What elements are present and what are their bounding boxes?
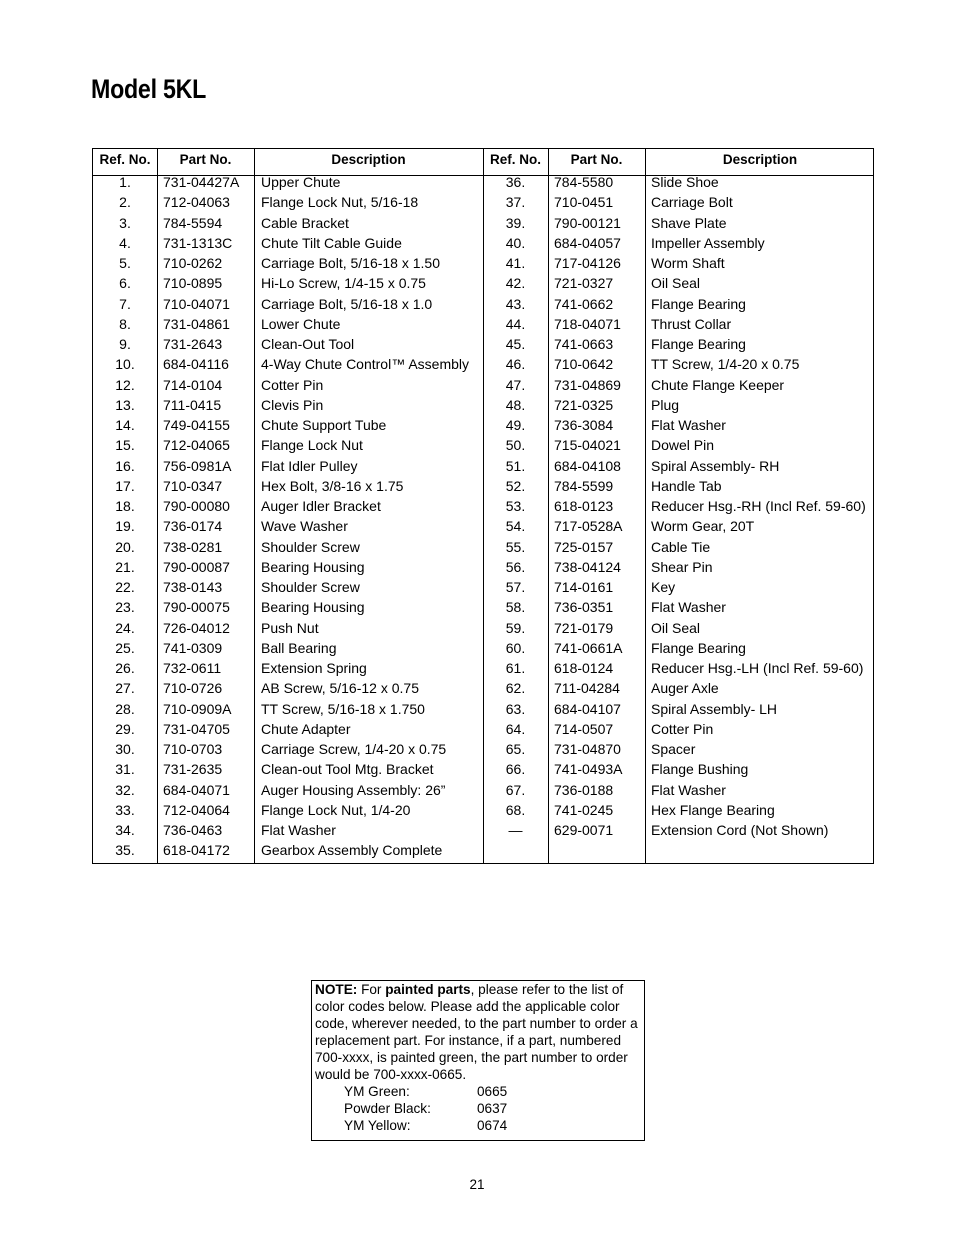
description-cell: Flange Bearing: [651, 295, 746, 312]
ref-no-cell: 67.: [505, 781, 526, 798]
ref-no-cell: 10.: [115, 356, 135, 373]
part-no-cell: 684-04116: [163, 356, 229, 373]
table-row: [93, 539, 873, 559]
parts-table: [92, 148, 874, 864]
description-cell: Spiral Assembly- LH: [651, 700, 778, 717]
note-text-1: For: [357, 982, 386, 997]
ref-no-cell: 45.: [505, 336, 526, 352]
note-label: NOTE:: [315, 982, 358, 997]
description-cell: Impeller Assembly: [651, 234, 765, 251]
part-no-cell: 732-0611: [163, 660, 222, 676]
table-row: [93, 336, 873, 356]
part-no-cell: 710-0262: [163, 255, 223, 271]
note-bold: painted parts: [385, 982, 471, 997]
ref-no-cell: 15.: [115, 437, 135, 454]
table-row: [93, 579, 873, 599]
table-row: [93, 640, 873, 660]
description-cell: Shear Pin: [651, 558, 713, 575]
ref-no-cell: 39.: [505, 214, 526, 231]
ref-no-cell: 7.: [119, 295, 131, 312]
table-row: [93, 660, 873, 680]
table-row: [93, 761, 873, 781]
part-no-cell: 784-5594: [163, 214, 223, 231]
description-cell: Reducer Hsg.-RH (Incl Ref. 59-60): [651, 498, 866, 514]
ref-no-cell: 62.: [505, 680, 526, 697]
description-cell: Flange Lock Nut, 1/4-20: [261, 801, 411, 818]
part-no-cell: 790-00121: [554, 214, 621, 231]
ref-no-cell: 44.: [505, 315, 526, 332]
table-row: [93, 174, 873, 194]
description-cell: Cable Tie: [651, 538, 711, 555]
part-no-cell: 741-0309: [163, 639, 223, 656]
ref-no-cell: 28.: [115, 700, 135, 717]
table-row: [93, 680, 873, 700]
ref-no-cell: 53.: [505, 498, 526, 514]
ref-no-cell: —: [508, 822, 523, 838]
ref-no-cell: 66.: [505, 761, 526, 778]
description-cell: Reducer Hsg.-LH (Incl Ref. 59-60): [651, 660, 864, 676]
description-cell: Hex Bolt, 3/8-16 x 1.75: [261, 477, 404, 494]
ref-no-cell: 25.: [115, 639, 135, 656]
ref-no-cell: 27.: [115, 680, 135, 697]
description-cell: Bearing Housing: [261, 599, 365, 616]
header-description-right: Description: [722, 152, 798, 167]
color-code: 0674: [477, 1118, 508, 1133]
part-no-cell: 710-0451: [554, 194, 614, 211]
description-cell: Cable Bracket: [261, 214, 349, 231]
ref-no-cell: 18.: [115, 498, 135, 514]
ref-no-cell: 6.: [119, 275, 131, 292]
description-cell: Flat Washer: [651, 417, 726, 433]
ref-no-cell: 43.: [505, 295, 526, 312]
ref-no-cell: 41.: [505, 255, 526, 271]
table-row: [93, 377, 873, 397]
description-cell: Spacer: [651, 741, 696, 757]
table-row: [93, 458, 873, 478]
part-no-cell: 731-04705: [163, 720, 230, 737]
description-cell: Oil Seal: [651, 275, 701, 292]
table-row: [93, 235, 873, 255]
part-no-cell: 736-0174: [163, 518, 223, 535]
ref-no-cell: 61.: [505, 660, 526, 676]
color-code: 0637: [477, 1101, 508, 1116]
ref-no-cell: 60.: [505, 639, 526, 656]
table-row: [93, 397, 873, 417]
ref-no-cell: 50.: [505, 437, 526, 454]
description-cell: Plug: [651, 396, 680, 413]
header-part-no-left: Part No.: [179, 152, 232, 167]
part-no-cell: 711-04284: [554, 680, 620, 697]
description-cell: Upper Chute: [261, 174, 341, 190]
part-no-cell: 736-0351: [554, 599, 614, 616]
description-cell: Cotter Pin: [261, 376, 324, 393]
description-cell: Flat Washer: [261, 822, 336, 838]
color-code-row: [315, 1100, 640, 1117]
part-no-cell: 618-0124: [554, 660, 614, 676]
ref-no-cell: 34.: [115, 822, 135, 838]
part-no-cell: 717-0528A: [554, 518, 623, 535]
description-cell: Carriage Screw, 1/4-20 x 0.75: [261, 741, 447, 757]
ref-no-cell: 56.: [505, 558, 526, 575]
header-ref-no-right: Ref. No.: [489, 152, 541, 167]
part-no-cell: 731-04869: [554, 376, 621, 393]
description-cell: Slide Shoe: [651, 174, 719, 190]
table-row: [93, 822, 873, 842]
table-row: [93, 316, 873, 336]
ref-no-cell: 31.: [115, 761, 135, 778]
part-no-cell: 710-0909A: [163, 700, 232, 717]
header-part-no-right: Part No.: [570, 152, 623, 167]
ref-no-cell: 37.: [505, 194, 526, 211]
part-no-cell: 684-04057: [554, 234, 621, 251]
ref-no-cell: 65.: [505, 741, 526, 757]
color-name: Powder Black:: [344, 1101, 431, 1116]
description-cell: Carriage Bolt, 5/16-18 x 1.50: [261, 255, 440, 271]
table-row: [93, 478, 873, 498]
ref-no-cell: 16.: [115, 457, 135, 474]
description-cell: Chute Flange Keeper: [651, 376, 785, 393]
part-no-cell: 684-04108: [554, 457, 621, 474]
part-no-cell: 736-0463: [163, 822, 223, 838]
table-row: [93, 498, 873, 518]
ref-no-cell: 3.: [119, 214, 131, 231]
part-no-cell: 710-0726: [163, 680, 223, 697]
table-row: [93, 721, 873, 741]
ref-no-cell: 9.: [119, 336, 131, 352]
description-cell: Flange Bushing: [651, 761, 749, 778]
table-row: [93, 782, 873, 802]
part-no-cell: 736-0188: [554, 781, 614, 798]
part-no-cell: 736-3084: [554, 417, 614, 433]
header-description-left: Description: [331, 152, 406, 167]
table-row: [93, 842, 873, 862]
part-no-cell: 710-0347: [163, 477, 223, 494]
table-row: [93, 620, 873, 640]
description-cell: 4-Way Chute Control™ Assembly: [261, 356, 469, 373]
part-no-cell: 790-00075: [163, 599, 230, 616]
ref-no-cell: 51.: [505, 457, 526, 474]
table-row: [93, 255, 873, 275]
ref-no-cell: 35.: [115, 842, 135, 859]
color-name: YM Green:: [344, 1084, 410, 1099]
part-no-cell: 725-0157: [554, 538, 614, 555]
table-row: [93, 599, 873, 619]
part-no-cell: 710-0642: [554, 356, 614, 373]
part-no-cell: 731-04427A: [163, 174, 240, 190]
color-code-row: [315, 1117, 640, 1134]
part-no-cell: 618-04172: [163, 842, 230, 859]
description-cell: Flange Bearing: [651, 639, 746, 656]
page-number: 21: [469, 1177, 485, 1192]
part-no-cell: 710-04071: [163, 295, 230, 312]
table-row: [93, 356, 873, 376]
ref-no-cell: 58.: [505, 599, 526, 616]
part-no-cell: 731-2643: [163, 336, 223, 352]
ref-no-cell: 13.: [115, 396, 135, 413]
part-no-cell: 712-04063: [163, 194, 230, 211]
table-row: [93, 741, 873, 761]
ref-no-cell: 23.: [115, 599, 135, 616]
description-cell: Bearing Housing: [261, 558, 365, 575]
part-no-cell: 741-0245: [554, 801, 614, 818]
part-no-cell: 712-04065: [163, 437, 230, 454]
description-cell: Cotter Pin: [651, 720, 714, 737]
ref-no-cell: 24.: [115, 619, 135, 636]
ref-no-cell: 42.: [505, 275, 526, 292]
description-cell: Handle Tab: [651, 477, 722, 494]
ref-no-cell: 49.: [505, 417, 526, 433]
description-cell: Flange Bearing: [651, 336, 746, 352]
description-cell: Carriage Bolt: [651, 194, 733, 211]
ref-no-cell: 12.: [115, 376, 135, 393]
ref-no-cell: 26.: [115, 660, 135, 676]
ref-no-cell: 36.: [505, 174, 526, 190]
ref-no-cell: 2.: [119, 194, 131, 211]
description-cell: Thrust Collar: [651, 315, 732, 332]
ref-no-cell: 47.: [505, 376, 526, 393]
description-cell: Flange Lock Nut: [261, 437, 363, 454]
part-no-cell: 784-5599: [554, 477, 614, 494]
ref-no-cell: 68.: [505, 801, 526, 818]
part-no-cell: 717-04126: [554, 255, 621, 271]
ref-no-cell: 40.: [505, 234, 526, 251]
part-no-cell: 756-0981A: [163, 457, 232, 474]
table-row: [93, 275, 873, 295]
ref-no-cell: 17.: [115, 477, 135, 494]
page-title: Model 5KL: [91, 74, 207, 104]
description-cell: Oil Seal: [651, 619, 701, 636]
color-name: YM Yellow:: [344, 1118, 411, 1133]
part-no-cell: 710-0895: [163, 275, 223, 292]
description-cell: TT Screw, 1/4-20 x 0.75: [651, 356, 800, 373]
description-cell: Shoulder Screw: [261, 538, 360, 555]
part-no-cell: 684-04107: [554, 700, 621, 717]
description-cell: Auger Housing Assembly: 26”: [261, 781, 446, 798]
part-no-cell: 731-1313C: [163, 234, 233, 251]
part-no-cell: 721-0325: [554, 396, 614, 413]
note-text-2: , please refer to the list of color codes below. Please add the applicable color code, wherever needed, to the part number to order a replacement part. For instance, if a part, numbered 700-xxxx, is painted green, the part number to order would be 700-xxxx-0665.: [315, 982, 638, 1082]
part-no-cell: 741-0662: [554, 295, 614, 312]
description-cell: TT Screw, 5/16-18 x 1.750: [261, 700, 425, 717]
part-no-cell: 710-0703: [163, 741, 223, 757]
part-no-cell: 738-0143: [163, 579, 223, 595]
part-no-cell: 684-04071: [163, 781, 230, 798]
part-no-cell: 721-0179: [554, 619, 614, 636]
description-cell: Shave Plate: [651, 214, 727, 231]
description-cell: Auger Idler Bracket: [261, 498, 381, 514]
part-no-cell: 741-0663: [554, 336, 614, 352]
table-row: [93, 417, 873, 437]
table-row: [93, 194, 873, 214]
ref-no-cell: 20.: [115, 538, 135, 555]
description-cell: Key: [651, 579, 676, 595]
table-row: [93, 701, 873, 721]
description-cell: Auger Axle: [651, 680, 719, 697]
part-no-cell: 790-00080: [163, 498, 230, 514]
ref-no-cell: 64.: [505, 720, 526, 737]
ref-no-cell: 8.: [119, 315, 131, 332]
ref-no-cell: 32.: [115, 781, 135, 798]
part-no-cell: 618-0123: [554, 498, 614, 514]
part-no-cell: 731-2635: [163, 761, 223, 778]
description-cell: AB Screw, 5/16-12 x 0.75: [261, 680, 419, 697]
ref-no-cell: 52.: [505, 477, 526, 494]
color-code-row: [315, 1083, 640, 1100]
description-cell: Spiral Assembly- RH: [651, 457, 780, 474]
description-cell: Shoulder Screw: [261, 579, 360, 595]
part-no-cell: 731-04870: [554, 741, 621, 757]
color-code: 0665: [477, 1084, 508, 1099]
description-cell: Worm Shaft: [651, 255, 725, 271]
part-no-cell: 790-00087: [163, 558, 230, 575]
description-cell: Extension Cord (Not Shown): [651, 822, 829, 838]
part-no-cell: 629-0071: [554, 822, 614, 838]
part-no-cell: 741-0493A: [554, 761, 623, 778]
part-no-cell: 741-0661A: [554, 639, 623, 656]
part-no-cell: 726-04012: [163, 619, 230, 636]
description-cell: Ball Bearing: [261, 639, 337, 656]
ref-no-cell: 22.: [115, 579, 135, 595]
ref-no-cell: 46.: [505, 356, 526, 373]
table-row: [93, 518, 873, 538]
ref-no-cell: 30.: [115, 741, 135, 757]
table-row: [93, 559, 873, 579]
ref-no-cell: 4.: [119, 234, 131, 251]
ref-no-cell: 29.: [115, 720, 135, 737]
part-no-cell: 714-0161: [554, 579, 614, 595]
description-cell: Gearbox Assembly Complete: [261, 842, 443, 859]
description-cell: Extension Spring: [261, 660, 367, 676]
part-no-cell: 721-0327: [554, 275, 614, 292]
ref-no-cell: 55.: [505, 538, 526, 555]
description-cell: Hi-Lo Screw, 1/4-15 x 0.75: [261, 275, 426, 292]
description-cell: Hex Flange Bearing: [651, 801, 775, 818]
description-cell: Lower Chute: [261, 315, 341, 332]
description-cell: Worm Gear, 20T: [651, 518, 755, 535]
table-row: [93, 296, 873, 316]
ref-no-cell: 33.: [115, 801, 135, 818]
ref-no-cell: 48.: [505, 396, 526, 413]
ref-no-cell: 54.: [505, 518, 526, 535]
description-cell: Flange Lock Nut, 5/16-18: [261, 194, 419, 211]
part-no-cell: 718-04071: [554, 315, 621, 332]
part-no-cell: 714-0104: [163, 376, 223, 393]
painted-parts-note: [311, 980, 645, 1141]
ref-no-cell: 5.: [119, 255, 131, 271]
description-cell: Chute Tilt Cable Guide: [261, 234, 402, 251]
description-cell: Flat Idler Pulley: [261, 457, 358, 474]
description-cell: Carriage Bolt, 5/16-18 x 1.0: [261, 295, 433, 312]
description-cell: Chute Adapter: [261, 720, 351, 737]
description-cell: Dowel Pin: [651, 437, 715, 454]
part-no-cell: 715-04021: [554, 437, 621, 454]
part-no-cell: 784-5580: [554, 174, 614, 190]
description-cell: Flat Washer: [651, 781, 726, 798]
part-no-cell: 712-04064: [163, 801, 230, 818]
description-cell: Clean-out Tool Mtg. Bracket: [261, 761, 434, 778]
description-cell: Clean-Out Tool: [261, 336, 355, 352]
ref-no-cell: 63.: [505, 700, 526, 717]
parts-rows: [93, 174, 873, 863]
part-no-cell: 731-04861: [163, 315, 230, 332]
part-no-cell: 711-0415: [163, 396, 222, 413]
table-row: [93, 802, 873, 822]
ref-no-cell: 14.: [115, 417, 135, 433]
description-cell: Push Nut: [261, 619, 319, 636]
table-row: [93, 215, 873, 235]
description-cell: Wave Washer: [261, 518, 348, 535]
ref-no-cell: 59.: [505, 619, 526, 636]
ref-no-cell: 57.: [505, 579, 526, 595]
ref-no-cell: 21.: [115, 558, 135, 575]
note-text: [315, 981, 640, 1083]
description-cell: Flat Washer: [651, 599, 726, 616]
part-no-cell: 738-0281: [163, 538, 223, 555]
part-no-cell: 714-0507: [554, 720, 614, 737]
part-no-cell: 738-04124: [554, 558, 621, 575]
description-cell: Chute Support Tube: [261, 417, 387, 433]
ref-no-cell: 1.: [119, 174, 131, 190]
part-no-cell: 749-04155: [163, 417, 230, 433]
header-ref-no-left: Ref. No.: [99, 152, 151, 167]
table-row: [93, 437, 873, 457]
description-cell: Clevis Pin: [261, 396, 324, 413]
ref-no-cell: 19.: [115, 518, 135, 535]
